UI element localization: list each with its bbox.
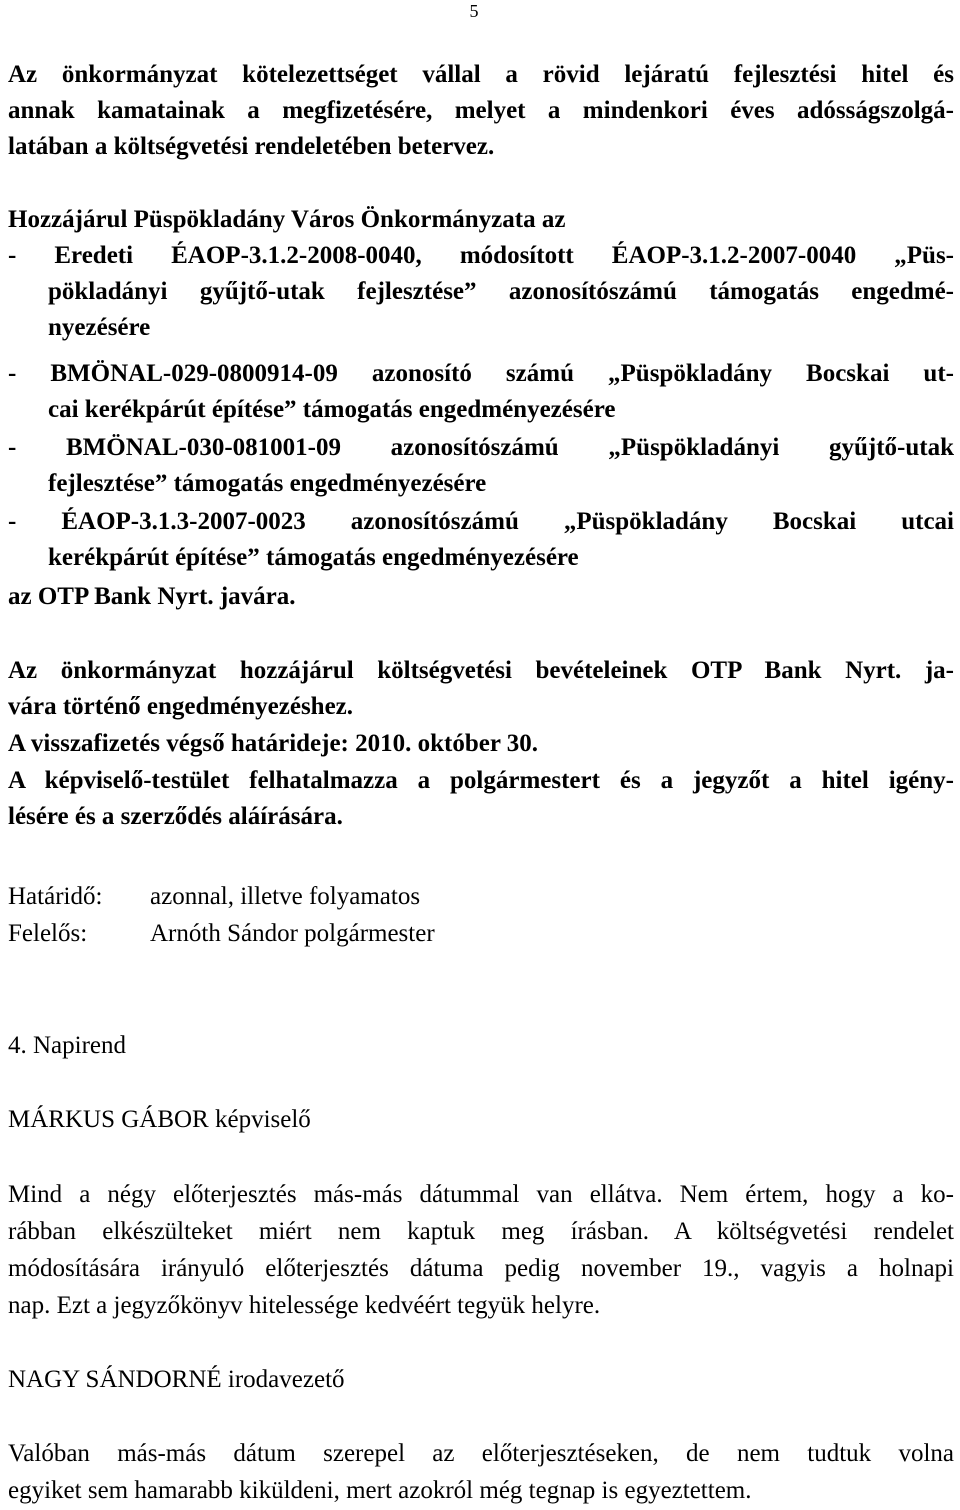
- paragraph-line: A képviselő-testület felhatalmazza a polgármestert és a jegyzőt a hitel igény-: [8, 767, 954, 794]
- paragraph-line: annak kamatainak a megfizetésére, melyet a mindenkori éves adósságszolgá-: [8, 97, 954, 124]
- responsible-value: Arnóth Sándor polgármester: [150, 920, 435, 947]
- list-item-line: kerékpárút építése” támogatás engedményezésére: [48, 544, 579, 571]
- paragraph-line: Az önkormányzat kötelezettséget vállal a rövid lejáratú fejlesztési hitel és: [8, 61, 954, 88]
- paragraph-line: egyiket sem hamarabb kiküldeni, mert azokról még tegnap is egyeztettem.: [8, 1477, 752, 1504]
- paragraph-line: Valóban más-más dátum szerepel az előterjesztéseken, de nem tudtuk volna: [8, 1440, 954, 1467]
- agenda-heading: 4. Napirend: [8, 1032, 127, 1059]
- list-item-line: - BMÖNAL-030-081001-09 azonosítószámú „Püspökladányi gyűjtő-utak: [8, 434, 954, 461]
- deadline-value: azonnal, illetve folyamatos: [150, 883, 421, 910]
- paragraph-line: Az önkormányzat hozzájárul költségvetési bevételeinek OTP Bank Nyrt. ja-: [8, 657, 954, 684]
- paragraph-line: nap. Ezt a jegyzőkönyv hitelessége kedvéért tegyük helyre.: [8, 1292, 601, 1319]
- paragraph-line: Mind a négy előterjesztés más-más dátummal van ellátva. Nem értem, hogy a ko-: [8, 1181, 954, 1208]
- list-item-line: - BMÖNAL-029-0800914-09 azonosító számú „Püspökladány Bocskai ut-: [8, 360, 954, 387]
- list-item-line: cai kerékpárút építése” támogatás engedményezésére: [48, 396, 616, 423]
- paragraph-line: latában a költségvetési rendeletében betervez.: [8, 133, 495, 160]
- list-item-line: pökladányi gyűjtő-utak fejlesztése” azonosítószámú támogatás engedmé-: [48, 278, 954, 305]
- paragraph-line: módosítására irányuló előterjesztés dátuma pedig november 19., vagyis a holnapi: [8, 1255, 954, 1282]
- list-item-line: nyezésére: [48, 314, 151, 341]
- list-item-line: - Eredeti ÉAOP-3.1.2-2008-0040, módosított ÉAOP-3.1.2-2007-0040 „Püs-: [8, 242, 954, 269]
- page-number: 5: [469, 1, 479, 21]
- list-item-line: - ÉAOP-3.1.3-2007-0023 azonosítószámú „Püspökladány Bocskai utcai: [8, 508, 954, 535]
- speaker-name: MÁRKUS GÁBOR képviselő: [8, 1106, 311, 1133]
- paragraph-line: Hozzájárul Püspökladány Város Önkormányzata az: [8, 206, 566, 233]
- list-item-line: fejlesztése” támogatás engedményezésére: [48, 470, 487, 497]
- paragraph-line: az OTP Bank Nyrt. javára.: [8, 583, 296, 610]
- deadline-row: [8, 880, 954, 914]
- paragraph-line: A visszafizetés végső határideje: 2010. október 30.: [8, 730, 539, 757]
- paragraph-line: rábban elkészülteket miért nem kaptuk meg írásban. A költségvetési rendelet: [8, 1218, 954, 1245]
- deadline-label: Határidő:: [8, 883, 103, 910]
- paragraph-line: lésére és a szerződés aláírására.: [8, 803, 343, 830]
- responsible-row: [8, 917, 954, 951]
- speaker-name: NAGY SÁNDORNÉ irodavezető: [8, 1366, 345, 1393]
- responsible-label: Felelős:: [8, 920, 88, 947]
- paragraph-line: vára történő engedményezéshez.: [8, 693, 354, 720]
